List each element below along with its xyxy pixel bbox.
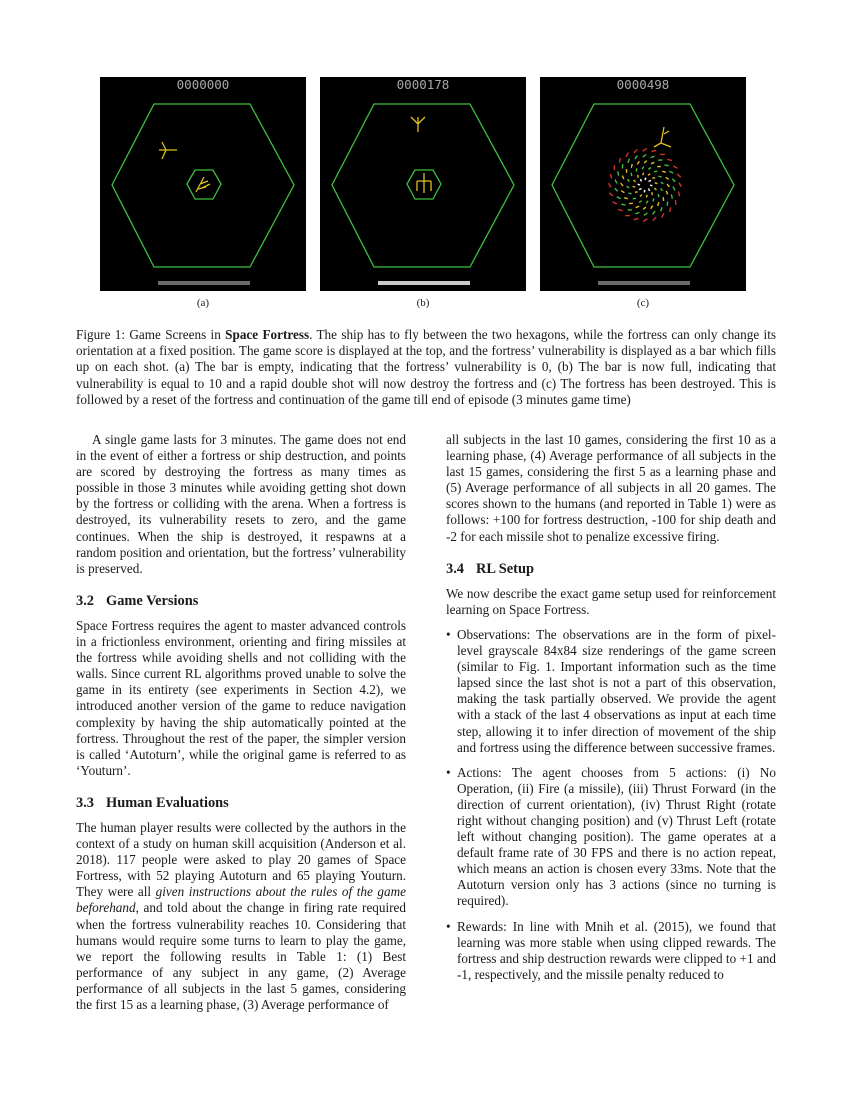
- explosion-particle: [628, 179, 630, 182]
- explosion-particle: [621, 183, 623, 186]
- ship-icon: [159, 142, 177, 159]
- list-item-rewards: • Rewards: In line with Mnih et al. (2015), we found that learning was more stable when using clipped rewards. The fortress and ship destruction rewards were clipped to +1 and -1, respectively, and the missile penalty reduced to: [446, 918, 776, 982]
- explosion-particle: [634, 180, 636, 182]
- figure-panel-c: [540, 77, 746, 291]
- ship-icon: [654, 127, 671, 147]
- explosion-particle: [637, 161, 639, 164]
- explosion-particle: [652, 178, 655, 179]
- explosion-particle: [627, 186, 630, 188]
- vulnerability-bar: [598, 281, 690, 285]
- explosion-particle: [621, 204, 625, 205]
- explosion-particle: [667, 159, 672, 160]
- explosion-particle: [661, 182, 664, 184]
- rl-setup-list: [446, 627, 776, 983]
- subfigure-label-c: (c): [636, 297, 650, 309]
- explosion-particle: [655, 183, 658, 184]
- explosion-particle: [633, 186, 636, 187]
- explosion-particle: [646, 195, 647, 198]
- explosion-effect: [609, 149, 682, 222]
- explosion-particle: [651, 156, 655, 158]
- explosion-particle: [654, 171, 657, 172]
- explosion-particle: [617, 197, 621, 199]
- explosion-particle: [653, 198, 654, 201]
- outer-hexagon: [112, 104, 294, 267]
- outer-hexagon: [332, 104, 514, 267]
- explosion-particle: [669, 171, 673, 173]
- explosion-particle: [658, 176, 661, 177]
- explosion-particle: [642, 167, 644, 170]
- explosion-particle: [609, 193, 613, 196]
- explosion-particle: [648, 174, 650, 176]
- outer-hexagon: [552, 104, 734, 267]
- left-column: [76, 432, 406, 1013]
- explosion-particle: [644, 213, 648, 216]
- explosion-particle: [618, 171, 619, 175]
- explosion-particle: [635, 156, 638, 159]
- explosion-particle: [619, 158, 620, 163]
- explosion-particle: [666, 191, 667, 195]
- explosion-particle: [622, 176, 623, 180]
- explosion-particle: [645, 178, 646, 180]
- explosion-particle: [640, 195, 642, 197]
- explosion-particle: [636, 168, 637, 171]
- explosion-particle: [609, 183, 612, 187]
- explosion-particle: [670, 207, 671, 212]
- explosion-particle: [658, 194, 659, 197]
- explosion-particle: [628, 159, 630, 163]
- intro-paragraph: A single game lasts for 3 minutes. The game does not end in the event of either a fortress or ship destruction, and points are scored by destroying the fortress as many times as possible in those 3 minutes while avoiding getting shot down by the fortress or colliding with the arena. When a fortress is destroyed, its vulnerability resets to zero, and the game continues. When the ship is destroyed, it respawns at a random position and orientation, but the fortress’ vulnerability is preserved.: [76, 432, 406, 576]
- human-evaluations-paragraph: The human player results were collected by the authors in the context of a study on human skill acquisition (Anderson et al. 2018). 117 people were asked to play 20 games of Space Fortress, with 52 playing Autoturn and 65 playing Youturn. They were all given instructions about the rules of the game beforehand, and told about the change in firing rate required when the fortress vulnerability reaches 10. Considering that humans would require some turns to learn to play the game, we report the following results in Table 1: (1) Best performance of any subject in any game, (2) Average performance of all subjects in the last 5 games, considering the first 15 as a learning phase, (3) Average performance of: [76, 819, 406, 1012]
- list-item-observations: • Observations: The observations are in the form of pixel-level grayscale 84x84 size renderings of the game screen (similar to Fig. 1. Important information such as the time lapsed since the last shot is not a part of this observation, making the task partially observed. We provide the agent with a stack of the last 4 observations as input at each time step, allowing it to infer direction of movement of the ship and fortress using the difference between successive frames.: [446, 626, 776, 755]
- explosion-particle: [615, 180, 617, 184]
- figure-panel-b: [320, 77, 526, 291]
- explosion-particle: [634, 218, 639, 219]
- explosion-particle: [673, 187, 675, 191]
- explosion-particle: [662, 171, 666, 172]
- explosion-particle: [643, 173, 644, 176]
- explosion-particle: [643, 219, 647, 222]
- explosion-particle: [672, 179, 675, 182]
- subfigure-label-b: (b): [416, 297, 430, 309]
- explosion-particle: [631, 173, 632, 176]
- explosion-particle: [655, 188, 657, 190]
- explosion-particle: [639, 189, 641, 190]
- explosion-particle: [667, 184, 669, 187]
- vulnerability-bar: [378, 281, 470, 285]
- score-readout: 0000000: [176, 77, 230, 92]
- section-heading-3-4: 3.4 RL Setup: [446, 560, 534, 577]
- explosion-particle: [621, 191, 624, 193]
- explosion-particle: [652, 150, 657, 151]
- explosion-particle: [649, 189, 650, 191]
- explosion-particle: [653, 217, 656, 221]
- explosion-particle: [658, 202, 659, 206]
- human-evaluations-continued: all subjects in the last 10 games, considering the first 10 as a learning phase, (4) Average performance of all subjects in the last 15 games, considering the first 5 as a learning phase and (5) Average performance of all subjects in all 20 games. The scores shown to the humans (and reported in Table 1) were as follows: +100 for fortress destruction, -100 for ship death and -2 for each missile shot to penalize excessive firing.: [446, 432, 776, 544]
- explosion-particle: [615, 188, 618, 191]
- explosion-particle: [651, 206, 653, 209]
- explosion-particle: [631, 164, 632, 168]
- explosion-particle: [677, 174, 681, 177]
- score-readout: 0000178: [396, 77, 450, 92]
- explosion-particle: [618, 210, 623, 211]
- explosion-particle: [650, 185, 652, 186]
- explosion-particle: [666, 177, 669, 179]
- inner-hexagon: [187, 170, 221, 199]
- explosion-particle: [628, 193, 631, 194]
- explosion-particle: [679, 183, 682, 187]
- explosion-particle: [636, 206, 640, 207]
- explosion-particle: [640, 179, 641, 181]
- explosion-particle: [661, 207, 663, 211]
- fortress-icon: [196, 177, 210, 192]
- explosion-particle: [639, 201, 642, 203]
- explosion-particle: [643, 149, 647, 152]
- explosion-particle: [652, 192, 653, 195]
- right-column: [446, 432, 776, 992]
- explosion-particle: [678, 192, 679, 197]
- explosion-particle: [634, 149, 637, 153]
- explosion-particle: [613, 202, 617, 204]
- explosion-particle: [651, 162, 655, 163]
- explosion-particle: [626, 153, 628, 157]
- section-heading-3-2: 3.2 Game Versions: [76, 592, 199, 609]
- list-item-actions: • Actions: The agent chooses from 5 actions: (i) No Operation, (ii) Fire (a missile), (iii) Thrust Forward (in the direction of current orientation), (iv) Thrust Right (rotate right without changing position) and (v) Thrust Left (rotate left without changing position). The game operates at a default frame rate of 30 FPS and there is no action repeat, which means an action is chosen every 33ms. Note that the Autoturn version only has 3 actions (since no turning is required).: [446, 764, 776, 909]
- explosion-particle: [662, 213, 664, 217]
- explosion-particle: [624, 198, 628, 199]
- score-readout: 0000498: [616, 77, 670, 92]
- explosion-particle: [644, 190, 645, 192]
- explosion-particle: [653, 211, 656, 214]
- explosion-particle: [635, 212, 639, 214]
- explosion-particle: [635, 192, 638, 193]
- explosion-particle: [638, 184, 640, 185]
- game-versions-paragraph: Space Fortress requires the agent to master advanced controls in a frictionless environment, orienting and firing missiles at the fortress while avoiding shells and not colliding with the walls. Since current RL algorithms proved unable to solve the game in its entirety (see experiments in Section 4.2), we introduced another version of the game to reduce navigation complexity by having the ship automatically pointed at the fortress. Throughout the rest of the paper, the simpler version is called ‘Autoturn’, while the original game is referred to as ‘Youturn’.: [76, 617, 406, 778]
- explosion-particle: [665, 165, 669, 166]
- explosion-particle: [633, 198, 636, 199]
- explosion-particle: [648, 168, 651, 170]
- explosion-particle: [646, 201, 648, 204]
- explosion-particle: [671, 194, 672, 198]
- explosion-particle: [644, 161, 647, 163]
- section-heading-3-3: 3.3 Human Evaluations: [76, 794, 229, 811]
- explosion-particle: [673, 166, 677, 168]
- figure-panel-a: [100, 77, 306, 291]
- subfigure-label-a: (a): [196, 297, 210, 309]
- rl-setup-intro: We now describe the exact game setup used for reinforcement learning on Space Fortress.: [446, 585, 776, 617]
- fortress-icon: [417, 173, 431, 193]
- figure-caption: Figure 1: Game Screens in Space Fortress. The ship has to fly between the two hexagons, while the fortress can only change its orientation at a fixed position. The game score is displayed at the top, and the fortress’ vulnerability is displayed as a bar which fills up on each shot. (a) The bar is empty, indicating that the fortress’ vulnerability is 0, (b) The bar is now full, indicating that vulnerability is equal to 10 and a rapid double shot will now destroy the fortress and (c) The fortress has been destroyed. This is followed by a reset of the fortress and continuation of the game till end of episode (3 minutes game time): [76, 327, 776, 407]
- vulnerability-bar: [158, 281, 250, 285]
- ship-icon: [411, 117, 425, 132]
- explosion-particle: [643, 207, 646, 209]
- explosion-particle: [638, 175, 639, 178]
- explosion-particle: [643, 155, 647, 158]
- explosion-particle: [649, 180, 651, 181]
- explosion-particle: [661, 188, 663, 191]
- explosion-particle: [610, 174, 611, 179]
